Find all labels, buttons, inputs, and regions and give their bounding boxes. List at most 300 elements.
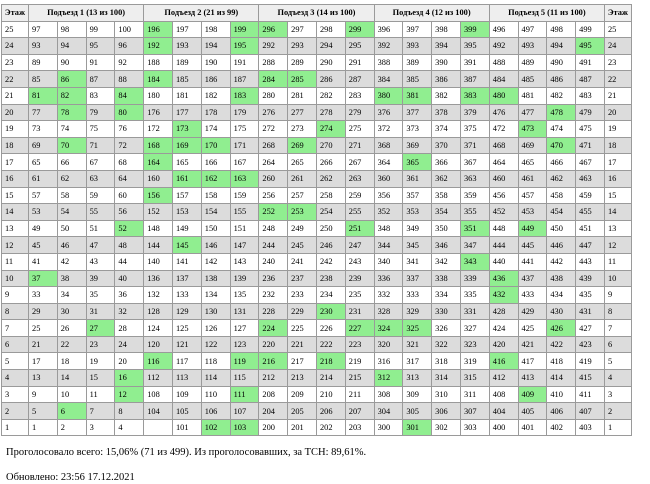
apartment-cell: 266 [316, 154, 345, 171]
apartment-cell: 363 [460, 170, 489, 187]
apartment-cell: 228 [259, 303, 288, 320]
apartment-cell: 165 [172, 154, 201, 171]
apartment-cell: 446 [547, 237, 576, 254]
apartment-cell: 188 [144, 54, 173, 71]
apartment-cell: 349 [403, 220, 432, 237]
apartment-cell: 237 [288, 270, 317, 287]
apartment-cell: 127 [230, 320, 259, 337]
apartment-cell: 98 [57, 21, 86, 38]
floor-number-right: 2 [604, 403, 631, 420]
apartment-cell: 87 [86, 71, 115, 88]
table-row [2, 87, 632, 104]
apartment-cell: 275 [345, 121, 374, 138]
apartment-cell: 108 [144, 386, 173, 403]
apartment-cell: 464 [489, 154, 518, 171]
apartment-cell: 186 [201, 71, 230, 88]
floor-number-left: 9 [2, 287, 29, 304]
apartment-cell: 335 [460, 287, 489, 304]
apartment-cell: 432 [489, 287, 518, 304]
apartment-cell: 333 [403, 287, 432, 304]
apartment-cell: 471 [576, 137, 605, 154]
apartment-cell: 50 [57, 220, 86, 237]
apartment-cell: 392 [374, 38, 403, 55]
apartment-cell: 414 [547, 370, 576, 387]
apartment-cell: 488 [489, 54, 518, 71]
apartment-cell: 321 [403, 336, 432, 353]
apartment-cell: 116 [144, 353, 173, 370]
apartment-cell: 422 [547, 336, 576, 353]
apartment-cell: 183 [230, 87, 259, 104]
apartment-cell: 83 [86, 87, 115, 104]
apartment-cell: 271 [345, 137, 374, 154]
apartment-cell: 298 [316, 21, 345, 38]
apartment-cell: 3 [86, 419, 115, 436]
apartment-cell: 347 [460, 237, 489, 254]
apartment-cell: 155 [230, 204, 259, 221]
apartment-cell: 185 [172, 71, 201, 88]
apartment-cell: 222 [316, 336, 345, 353]
apartment-cell: 334 [432, 287, 461, 304]
apartment-cell: 297 [288, 21, 317, 38]
apartment-cell: 409 [518, 386, 547, 403]
apartment-cell: 370 [432, 137, 461, 154]
floor-number-left: 1 [2, 419, 29, 436]
apartment-cell: 140 [144, 253, 173, 270]
apartment-cell: 401 [518, 419, 547, 436]
apartment-cell: 232 [259, 287, 288, 304]
apartment-cell: 136 [144, 270, 173, 287]
apartment-cell: 320 [374, 336, 403, 353]
apartment-cell: 95 [86, 38, 115, 55]
apartment-cell: 137 [172, 270, 201, 287]
floor-number-right: 11 [604, 253, 631, 270]
floor-number-left: 2 [2, 403, 29, 420]
apartment-cell: 397 [403, 21, 432, 38]
apartment-cell: 353 [403, 204, 432, 221]
floor-number-left: 17 [2, 154, 29, 171]
apartment-cell: 56 [115, 204, 144, 221]
floor-number-left: 7 [2, 320, 29, 337]
apartment-cell: 263 [345, 170, 374, 187]
apartment-cell: 276 [259, 104, 288, 121]
apartment-cell: 67 [86, 154, 115, 171]
apartment-cell: 194 [201, 38, 230, 55]
apartment-cell: 456 [489, 187, 518, 204]
apartment-cell: 302 [432, 419, 461, 436]
apartment-cell: 389 [403, 54, 432, 71]
apartment-cell: 119 [230, 353, 259, 370]
table-row [2, 187, 632, 204]
apartment-cell: 391 [460, 54, 489, 71]
apartment-cell: 207 [345, 403, 374, 420]
apartment-cell: 312 [374, 370, 403, 387]
apartment-cell: 100 [115, 21, 144, 38]
apartment-cell: 404 [489, 403, 518, 420]
apartment-cell: 20 [115, 353, 144, 370]
apartment-cell: 455 [576, 204, 605, 221]
apartment-cell: 281 [288, 87, 317, 104]
apartment-cell: 465 [518, 154, 547, 171]
apartment-cell: 462 [547, 170, 576, 187]
apartment-cell: 480 [489, 87, 518, 104]
table-row [2, 220, 632, 237]
table-row [2, 370, 632, 387]
apartment-cell: 193 [172, 38, 201, 55]
apartment-cell: 70 [57, 137, 86, 154]
apartment-cell: 482 [547, 87, 576, 104]
apartment-cell [144, 419, 173, 436]
apartment-cell: 231 [345, 303, 374, 320]
apartment-cell: 454 [547, 204, 576, 221]
apartment-cell: 300 [374, 419, 403, 436]
apartment-cell: 39 [86, 270, 115, 287]
apartment-cell: 412 [489, 370, 518, 387]
apartment-cell: 325 [403, 320, 432, 337]
apartment-cell: 291 [345, 54, 374, 71]
table-row [2, 121, 632, 138]
apartment-cell: 245 [288, 237, 317, 254]
apartment-cell: 184 [144, 71, 173, 88]
apartment-cell: 354 [432, 204, 461, 221]
apartment-cell: 248 [259, 220, 288, 237]
apartment-cell: 1 [29, 419, 58, 436]
apartment-cell: 290 [316, 54, 345, 71]
apartment-cell: 129 [172, 303, 201, 320]
floor-number-right: 12 [604, 237, 631, 254]
apartment-cell: 344 [374, 237, 403, 254]
apartment-cell: 498 [547, 21, 576, 38]
apartment-cell: 198 [201, 21, 230, 38]
apartment-cell: 214 [316, 370, 345, 387]
apartment-cell: 55 [86, 204, 115, 221]
apartment-cell: 360 [374, 170, 403, 187]
apartment-cell: 481 [518, 87, 547, 104]
apartments-table [1, 4, 632, 436]
apartment-cell: 493 [518, 38, 547, 55]
apartment-cell: 92 [115, 54, 144, 71]
apartment-cell: 221 [288, 336, 317, 353]
apartment-cell: 11 [86, 386, 115, 403]
table-row [2, 237, 632, 254]
floor-number-left: 4 [2, 370, 29, 387]
apartment-cell: 497 [518, 21, 547, 38]
apartment-cell: 251 [345, 220, 374, 237]
apartment-cell: 459 [576, 187, 605, 204]
apartment-cell: 69 [29, 137, 58, 154]
apartment-cell: 80 [115, 104, 144, 121]
apartment-cell: 388 [374, 54, 403, 71]
apartment-cell: 160 [144, 170, 173, 187]
apartment-cell: 365 [403, 154, 432, 171]
apartment-cell: 375 [460, 121, 489, 138]
apartment-cell: 112 [144, 370, 173, 387]
apartment-cell: 35 [86, 287, 115, 304]
apartment-cell: 428 [489, 303, 518, 320]
apartment-cell: 48 [115, 237, 144, 254]
apartment-cell: 350 [432, 220, 461, 237]
apartment-cell: 53 [29, 204, 58, 221]
apartment-cell: 187 [230, 71, 259, 88]
apartment-cell: 313 [403, 370, 432, 387]
apartment-cell: 368 [374, 137, 403, 154]
apartment-cell: 123 [230, 336, 259, 353]
apartment-cell: 475 [576, 121, 605, 138]
apartment-cell: 239 [345, 270, 374, 287]
apartment-cell: 484 [489, 71, 518, 88]
apartment-cell: 274 [316, 121, 345, 138]
apartment-cell: 45 [29, 237, 58, 254]
apartment-cell: 25 [29, 320, 58, 337]
apartment-cell: 287 [345, 71, 374, 88]
apartment-cell: 379 [460, 104, 489, 121]
apartment-cell: 429 [518, 303, 547, 320]
apartment-cell: 489 [518, 54, 547, 71]
apartment-cell: 258 [316, 187, 345, 204]
apartment-cell: 2 [57, 419, 86, 436]
apartment-cell: 316 [374, 353, 403, 370]
apartment-cell: 261 [288, 170, 317, 187]
apartment-cell: 64 [115, 170, 144, 187]
apartment-cell: 433 [518, 287, 547, 304]
apartment-cell: 486 [547, 71, 576, 88]
apartment-cell: 223 [345, 336, 374, 353]
apartment-cell: 219 [345, 353, 374, 370]
apartment-cell: 234 [316, 287, 345, 304]
apartment-cell: 85 [29, 71, 58, 88]
apartment-cell: 118 [201, 353, 230, 370]
apartment-cell: 280 [259, 87, 288, 104]
apartment-cell: 264 [259, 154, 288, 171]
apartment-cell: 181 [172, 87, 201, 104]
apartment-cell: 134 [201, 287, 230, 304]
apartment-cell: 408 [489, 386, 518, 403]
apartment-cell: 269 [288, 137, 317, 154]
apartment-cell: 305 [403, 403, 432, 420]
apartment-cell: 452 [489, 204, 518, 221]
apartment-cell: 257 [288, 187, 317, 204]
floor-number-right: 1 [604, 419, 631, 436]
apartment-cell: 267 [345, 154, 374, 171]
apartment-cell: 448 [489, 220, 518, 237]
apartment-cell: 292 [259, 38, 288, 55]
floor-number-left: 24 [2, 38, 29, 55]
apartment-cell: 210 [316, 386, 345, 403]
floor-header-left: Этаж [2, 5, 29, 22]
apartment-cell: 175 [230, 121, 259, 138]
apartment-cell: 126 [201, 320, 230, 337]
apartment-cell: 250 [316, 220, 345, 237]
apartment-cell: 437 [518, 270, 547, 287]
apartment-cell: 419 [576, 353, 605, 370]
apartment-cell: 265 [288, 154, 317, 171]
apartment-cell: 79 [86, 104, 115, 121]
apartment-cell: 19 [86, 353, 115, 370]
apartment-cell: 208 [259, 386, 288, 403]
floor-number-right: 15 [604, 187, 631, 204]
apartment-cell: 487 [576, 71, 605, 88]
apartment-cell: 82 [57, 87, 86, 104]
apartment-cell: 111 [230, 386, 259, 403]
apartment-cell: 121 [172, 336, 201, 353]
apartment-cell: 246 [316, 237, 345, 254]
apartment-cell: 443 [576, 253, 605, 270]
table-row [2, 71, 632, 88]
floor-number-left: 23 [2, 54, 29, 71]
apartment-cell: 156 [144, 187, 173, 204]
floor-number-right: 25 [604, 21, 631, 38]
vote-summary: Проголосовало всего: 15,06% (71 из 499). Из проголосовавших, за ТСН: 89,61%. [6, 447, 367, 459]
apartment-cell: 467 [576, 154, 605, 171]
apartment-cell: 51 [86, 220, 115, 237]
floor-number-right: 3 [604, 386, 631, 403]
apartment-cell: 91 [86, 54, 115, 71]
apartment-cell: 113 [172, 370, 201, 387]
entrance-5-header: Подъезд 5 (11 из 100) [489, 5, 604, 22]
apartment-cell: 492 [489, 38, 518, 55]
apartment-cell: 148 [144, 220, 173, 237]
apartment-cell: 377 [403, 104, 432, 121]
floor-number-right: 20 [604, 104, 631, 121]
floor-number-right: 16 [604, 170, 631, 187]
table-row [2, 320, 632, 337]
apartment-cell: 318 [432, 353, 461, 370]
apartment-cell: 420 [489, 336, 518, 353]
apartment-cell: 244 [259, 237, 288, 254]
apartment-cell: 424 [489, 320, 518, 337]
apartment-cell: 17 [29, 353, 58, 370]
apartment-cell: 124 [144, 320, 173, 337]
floor-number-right: 4 [604, 370, 631, 387]
apartment-cell: 218 [316, 353, 345, 370]
apartment-cell: 384 [374, 71, 403, 88]
apartment-cell: 159 [230, 187, 259, 204]
floor-number-right: 22 [604, 71, 631, 88]
apartment-cell: 72 [115, 137, 144, 154]
apartment-cell: 445 [518, 237, 547, 254]
apartment-cell: 213 [288, 370, 317, 387]
apartment-cell: 211 [345, 386, 374, 403]
floor-number-left: 3 [2, 386, 29, 403]
apartment-cell: 90 [57, 54, 86, 71]
floor-number-left: 15 [2, 187, 29, 204]
apartment-cell: 158 [201, 187, 230, 204]
apartment-cell: 426 [547, 320, 576, 337]
apartment-cell: 58 [57, 187, 86, 204]
apartment-cell: 315 [460, 370, 489, 387]
table-row [2, 403, 632, 420]
apartment-cell: 301 [403, 419, 432, 436]
apartment-cell: 416 [489, 353, 518, 370]
apartment-cell: 166 [201, 154, 230, 171]
apartment-cell: 32 [115, 303, 144, 320]
apartment-cell: 18 [57, 353, 86, 370]
apartment-cell: 348 [374, 220, 403, 237]
apartment-cell: 62 [57, 170, 86, 187]
apartment-cell: 178 [201, 104, 230, 121]
apartment-cell: 78 [57, 104, 86, 121]
apartment-cell: 195 [230, 38, 259, 55]
table-row [2, 336, 632, 353]
apartment-cell: 40 [115, 270, 144, 287]
apartment-cell: 230 [316, 303, 345, 320]
apartment-cell: 427 [576, 320, 605, 337]
apartment-cell: 254 [316, 204, 345, 221]
apartment-cell: 49 [29, 220, 58, 237]
floor-number-left: 8 [2, 303, 29, 320]
apartment-cell: 351 [460, 220, 489, 237]
apartment-cell: 216 [259, 353, 288, 370]
apartment-cell: 47 [86, 237, 115, 254]
apartment-cell: 447 [576, 237, 605, 254]
apartment-cell: 29 [29, 303, 58, 320]
apartment-cell: 105 [172, 403, 201, 420]
apartment-cell: 141 [172, 253, 201, 270]
apartment-cell: 143 [230, 253, 259, 270]
apartment-cell: 215 [345, 370, 374, 387]
apartment-cell: 179 [230, 104, 259, 121]
apartment-cell: 288 [259, 54, 288, 71]
floor-number-left: 21 [2, 87, 29, 104]
floor-number-left: 18 [2, 137, 29, 154]
apartment-cell: 182 [201, 87, 230, 104]
apartment-cell: 226 [316, 320, 345, 337]
apartment-cell: 451 [576, 220, 605, 237]
apartment-cell: 81 [29, 87, 58, 104]
apartment-cell: 34 [57, 287, 86, 304]
apartment-cell: 241 [288, 253, 317, 270]
apartment-cell: 479 [576, 104, 605, 121]
apartment-cell: 386 [432, 71, 461, 88]
apartment-cell: 277 [288, 104, 317, 121]
apartment-cell: 387 [460, 71, 489, 88]
apartment-cell: 37 [29, 270, 58, 287]
apartment-cell: 470 [547, 137, 576, 154]
apartment-cell: 24 [115, 336, 144, 353]
apartment-cell: 89 [29, 54, 58, 71]
apartment-cell: 202 [316, 419, 345, 436]
apartment-cell: 144 [144, 237, 173, 254]
apartment-cell: 415 [576, 370, 605, 387]
apartment-cell: 8 [115, 403, 144, 420]
apartment-cell: 54 [57, 204, 86, 221]
apartment-cell: 174 [201, 121, 230, 138]
apartment-cell: 474 [547, 121, 576, 138]
apartment-cell: 361 [403, 170, 432, 187]
apartment-cell: 151 [230, 220, 259, 237]
apartment-cell: 295 [345, 38, 374, 55]
floor-number-right: 21 [604, 87, 631, 104]
apartment-cell: 326 [432, 320, 461, 337]
apartment-cell: 171 [230, 137, 259, 154]
header-row [2, 5, 632, 22]
apartment-cell: 225 [288, 320, 317, 337]
apartment-cell: 149 [172, 220, 201, 237]
apartment-cell: 65 [29, 154, 58, 171]
floor-number-right: 18 [604, 137, 631, 154]
apartment-cell: 322 [432, 336, 461, 353]
apartment-cell: 227 [345, 320, 374, 337]
apartment-cell: 9 [29, 386, 58, 403]
apartment-cell: 398 [432, 21, 461, 38]
apartment-cell: 76 [115, 121, 144, 138]
floor-number-left: 6 [2, 336, 29, 353]
apartment-cell: 304 [374, 403, 403, 420]
apartment-cell: 94 [57, 38, 86, 55]
apartment-cell: 279 [345, 104, 374, 121]
floor-number-right: 7 [604, 320, 631, 337]
apartment-cell: 299 [345, 21, 374, 38]
apartment-cell: 383 [460, 87, 489, 104]
